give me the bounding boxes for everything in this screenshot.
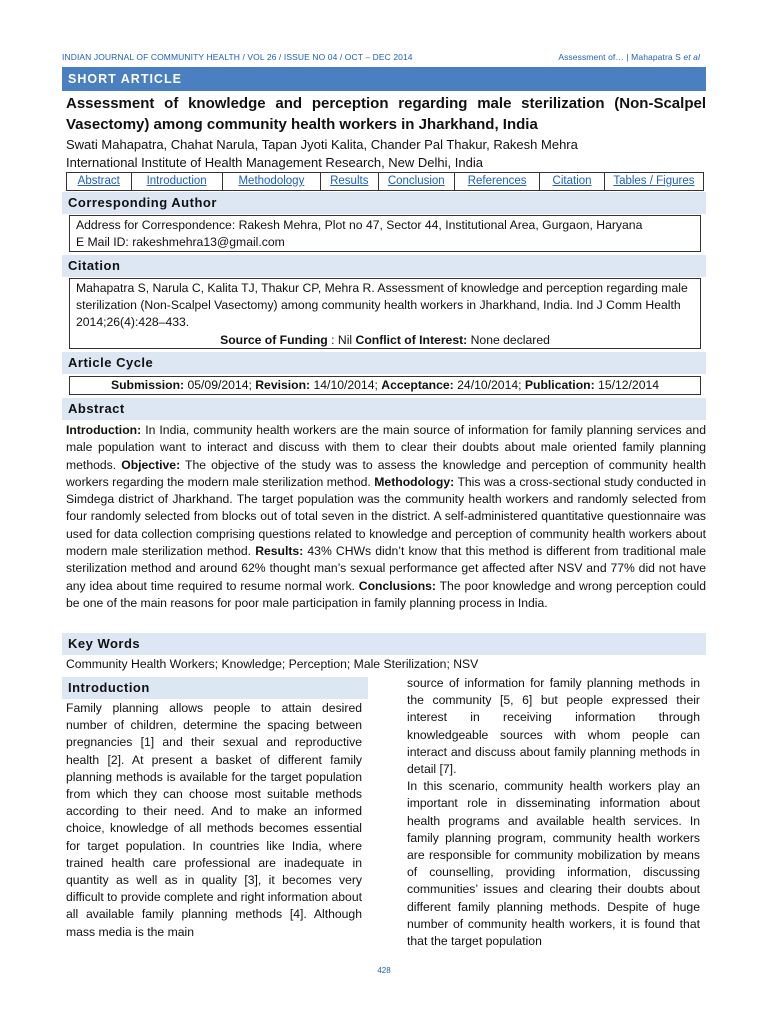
abstract-heading: Abstract	[62, 398, 706, 420]
nav-references-link[interactable]: References	[455, 173, 540, 190]
nav-tables-figures-link[interactable]: Tables / Figures	[613, 175, 695, 187]
keywords-text: Community Health Workers; Knowledge; Perception; Male Sterilization; NSV	[66, 657, 479, 671]
correspondence-address: Address for Correspondence: Rakesh Mehra, Plot no 47, Sector 44, Institutional Area, Gurgaon, Haryana	[76, 218, 643, 232]
intro-paragraph: Family planning allows people to attain desired number of children, determine the spacing between pregnancies [1] and their sexual and reproductive health [2]. At present a basket of different family planning methods is available for the target population from which they can choose most suitable methods according to their need. And to make an informed choice, knowledge of all methods becomes essential for target population. In countries like India, where trained health care professional are inadequate in quantity as well as in quality [3], it becomes very difficult to provide complete and right information about all available family planning methods [4]. Although mass media is the main	[66, 701, 362, 939]
abstract-text: Introduction: In India, community health workers are the main source of information for family planning services and male population want to interact and discuss with them to clear their doubts about male oriented family planning methods. Objective: The objective of the study was to assess the knowledge and perception of community health workers regarding the modern male sterilization method. Methodology: This was a cross-sectional study conducted in Simdega district of Jharkhand. The target population was the community health workers and randomly selected from four randomly selected from blocks out of total seven in the district. A self-administered quantitative questionnaire was used for data collection comprising questions related to knowledge and perception of community health workers about modern male sterilization method. Results: 43% CHWs didn’t know that this method is different from traditional male sterilization method and around 62% thought man’s sexual performance get affected after NSV and 77% did not have any idea about time required to resume normal work. Conclusions: The poor knowledge and wrong perception could be one of the main reasons for poor male participation in family planning process in India.	[66, 423, 706, 610]
intro-paragraph: source of information for family planning methods in the community [5, 6] but people expressed their interest in receiving information through knowledgeable sources with whom people can interact and discuss about family planning methods in detail [7].	[407, 676, 700, 777]
citation-text: Mahapatra S, Narula C, Kalita TJ, Thakur CP, Mehra R. Assessment of knowledge and perception regarding male sterilization (Non-Scalpel Vasectomy) among community health workers in Jharkhand, India. Ind J Comm Health 2014;26(4):428–433.	[76, 281, 688, 330]
introduction-heading: Introduction	[62, 677, 368, 699]
short-title-author: Assessment of… | Mahapatra S et al	[558, 52, 700, 62]
intro-paragraph: In this scenario, community health workers play an important role in disseminating information about health programs and available health services. In family planning program, community health workers are responsible for community mobilization by means of counselling, providing information, discussing communities’ issues and clearing their doubts about different family planning methods. Despite of huge number of community health workers, it is found that that the target population	[407, 779, 700, 949]
article-cycle-heading: Article Cycle	[62, 352, 706, 374]
correspondence-box	[69, 215, 701, 252]
corresponding-author-heading: Corresponding Author	[62, 192, 706, 214]
citation-heading: Citation	[62, 255, 706, 277]
funding-line: Source of Funding : Nil Conflict of Interest: None declared	[220, 332, 550, 347]
article-title: Assessment of knowledge and perception regarding male sterilization (Non-Scalpel Vasectomy) among community health workers in Jharkhand, India	[66, 95, 706, 133]
nav-introduction-link[interactable]: Introduction	[132, 173, 223, 190]
affiliation: International Institute of Health Management Research, New Delhi, India	[66, 155, 483, 170]
journal-info: INDIAN JOURNAL OF COMMUNITY HEALTH / VOL 26 / ISSUE NO 04 / OCT – DEC 2014	[62, 52, 413, 62]
left-column	[66, 700, 362, 941]
right-column	[407, 675, 700, 950]
nav-results-link[interactable]: Results	[321, 173, 379, 190]
nav-citation-link[interactable]: Citation	[540, 173, 605, 190]
nav-abstract-link[interactable]: Abstract	[67, 173, 132, 190]
running-head	[62, 52, 706, 62]
correspondence-email: E Mail ID: rakeshmehra13@gmail.com	[76, 235, 285, 250]
nav-conclusion-link[interactable]: Conclusion	[379, 173, 455, 190]
page-number: 428	[377, 966, 391, 975]
keywords-heading: Key Words	[62, 633, 706, 655]
author-list: Swati Mahapatra, Chahat Narula, Tapan Jyoti Kalita, Chander Pal Thakur, Rakesh Mehra	[66, 137, 578, 152]
article-type-banner: SHORT ARTICLE	[62, 67, 706, 91]
citation-box	[69, 278, 701, 349]
section-nav	[66, 172, 704, 191]
article-cycle-box: Submission: 05/09/2014; Revision: 14/10/2014; Acceptance: 24/10/2014; Publication: 15/12/2014	[69, 376, 701, 395]
nav-methodology-link[interactable]: Methodology	[223, 173, 321, 190]
